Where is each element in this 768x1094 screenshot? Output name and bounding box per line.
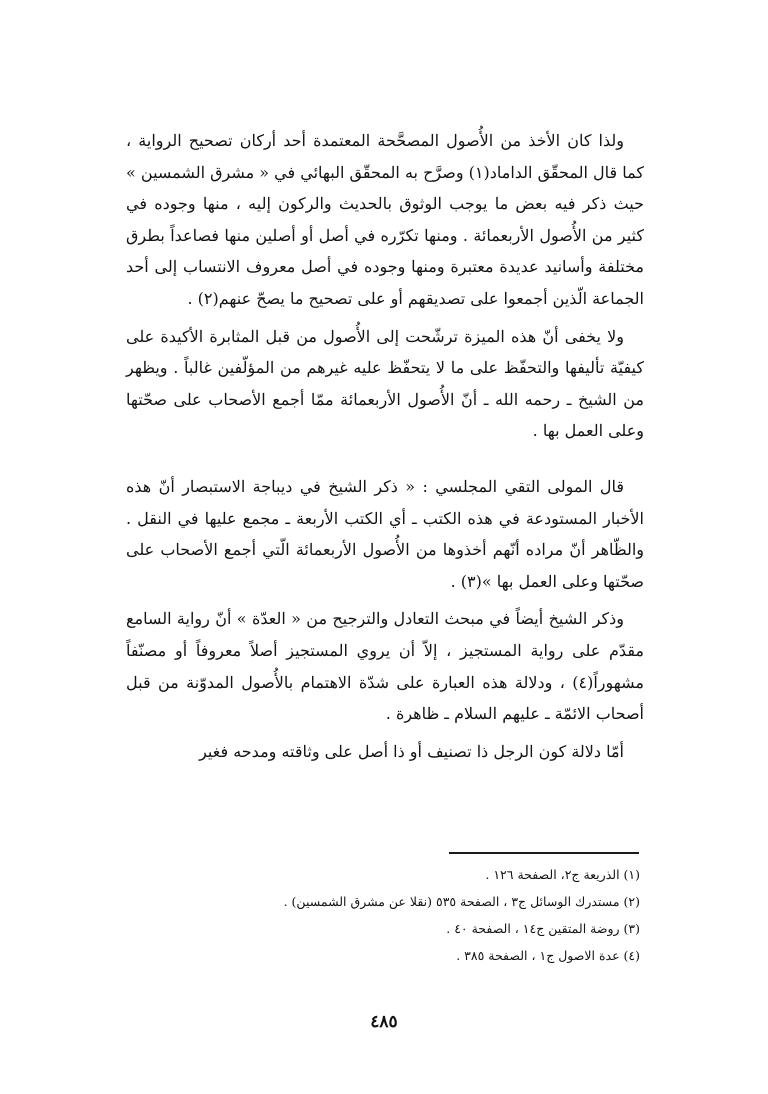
paragraph-gap: [126, 447, 644, 471]
paragraph-1: ولذا كان الأخذ من الأُصول المصحَّحة المعتمدة أحد أركان تصحيح الرواية ، كما قال المحقّق الداماد(١) وصرَّح به المحقّق البهائي في « مشرق الشمسين » حيث ذكر فيه بعض ما يوجب الوثوق بالحديث والركون إليه ، منها وجوده في كثير من الأُصول الأربعمائة . ومنها تكرّره في أصل أو أصلين منها فصاعداً بطرق مختلفة وأسانيد عديدة معتبرة ومنها وجوده في أصل معروف الانتساب إلى أحد الجماعة الّذين أجمعوا على تصديقهم أو على تصحيح ما يصحّ عنهم(٢) .: [126, 131, 645, 308]
paragraph-2: ولا يخفى أنّ هذه الميزة ترشّحت إلى الأُصول من قبل المثابرة الأكيدة على كيفيّة تأليفها والتحفّظ على ما لا يتحفّظ عليه غيرهم من المؤلّفين غالباً . ويظهر من الشيخ ـ رحمه الله ـ أنّ الأُصول الأربعمائة ممّا أجمع الأصحاب على صحّتها وعلى العمل بها .: [126, 326, 644, 441]
paragraph-3: قال المولى التقي المجلسي : « ذكر الشيخ في ديباجة الاستبصار أنّ هذه الأخبار المستودعة في هذه الكتب ـ أي الكتب الأربعة ـ مجمع عليها في النقل . والظّاهر أنّ مراده أنّهم أخذوها من الأُصول الأربعمائة الّتي أجمع الأصحاب على صحّتها وعلى العمل بها »(٣) .: [126, 476, 645, 591]
paragraph-4: وذكر الشيخ أيضاً في مبحث التعادل والترجيح من « العدّة » أنّ رواية السامع مقدّم على رواية المستجيز ، إلاّ أن يروي المستجيز أصلاً معروفاً أو مصنّفاً مشهوراً(٤) ، ودلالة هذه العبارة على شدّة الاهتمام بالأُصول المدوّنة من قبل أصحاب الائمّة ـ عليهم السلام ـ ظاهرة .: [126, 609, 644, 724]
main-text: [126, 125, 644, 767]
paragraph-5: أمّا دلالة كون الرجل ذا تصنيف أو ذا أصل على وثاقته ومدحه فغير: [199, 741, 624, 761]
footnote-1: (١) الذريعة ج٢، الصفحة ١٢٦ .: [485, 867, 640, 882]
page-number: ٤٨٥: [370, 1012, 398, 1032]
footnotes: [200, 861, 640, 969]
footnote-separator: [449, 852, 639, 854]
footnote-3: (٣) روضة المتقين ج١٤ ، الصفحة ٤٠ .: [446, 921, 640, 936]
footnote-2: (٢) مستدرك الوسائل ج٣ ، الصفحة ٥٣٥ (نقلا عن مشرق الشمسين) .: [283, 894, 640, 909]
footnote-4: (٤) عدة الاصول ج١ ، الصفحة ٣٨٥ .: [456, 948, 640, 963]
